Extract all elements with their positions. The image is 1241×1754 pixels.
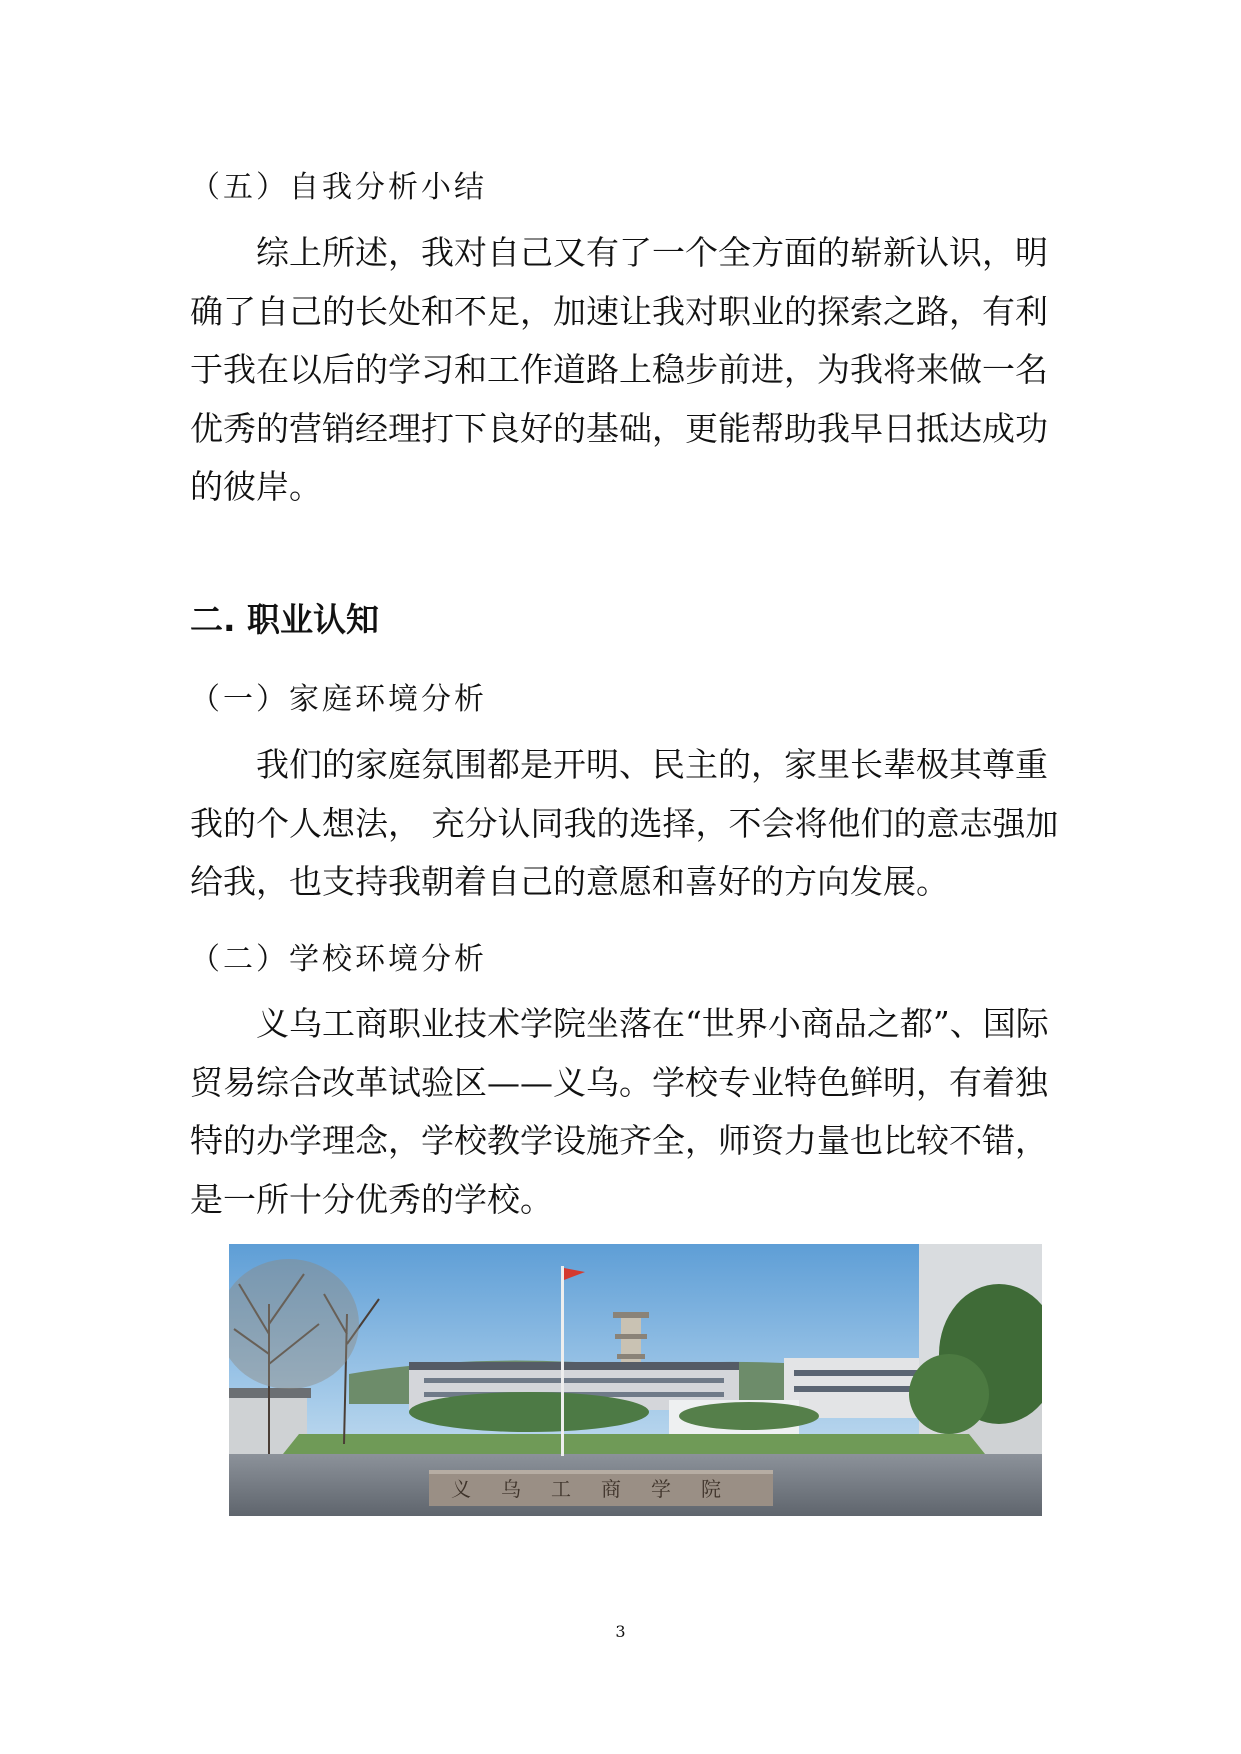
page-number: 3 [615,1622,626,1641]
paragraph-self-summary: 综上所述，我对自己又有了一个全方面的崭新认识，明确了自己的长处和不足，加速让我对职业的探索之路，有利于我在以后的学习和工作道路上稳步前进，为我将来做一名优秀的营销经理打下良好的基础，更能帮助我早日抵达成功的彼岸。 [190,233,1048,506]
paragraph-family-environment: 我们的家庭氛围都是开明、民主的，家里长辈极其尊重我的个人想法， 充分认同我的选择，不会将他们的意志强加给我，也支持我朝着自己的意愿和喜好的方向发展。 [190,745,1059,901]
heading-self-summary: （五）自我分析小结 [190,170,487,205]
heading-career-cognition: 二. 职业认知 [190,600,380,639]
heading-family-environment: （一）家庭环境分析 [190,682,487,717]
campus-sign-text: 义乌工商学院 [451,1477,751,1501]
paragraph-school-environment: 义乌工商职业技术学院坐落在“世界小商品之都”、国际贸易综合改革试验区——义乌。学校专业特色鲜明，有着独特的办学理念，学校教学设施齐全，师资力量也比较不错，是一所十分优秀的学校。 [190,1004,1049,1219]
campus-gate-photo [229,1244,1042,1516]
heading-school-environment: （二）学校环境分析 [190,942,487,977]
